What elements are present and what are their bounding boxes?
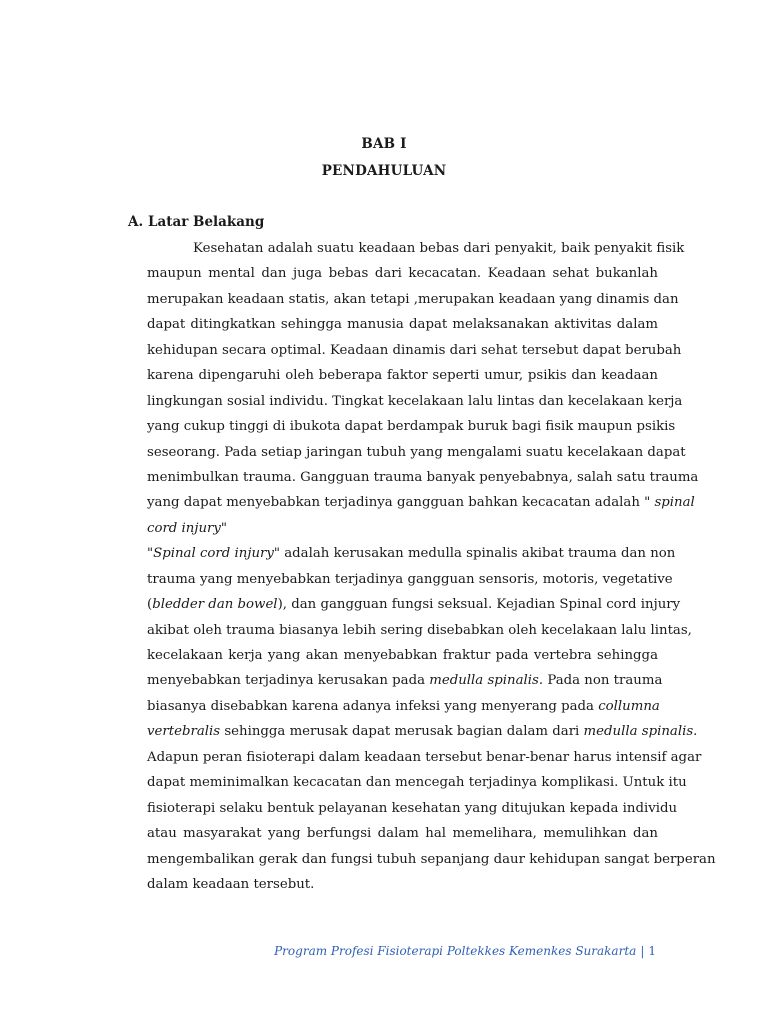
line-text: ( (147, 597, 153, 613)
line-text: sehingga merusak dapat merusak bagian dalam dari (224, 724, 580, 740)
italic-term: "Spinal cord injury" (147, 546, 280, 562)
chapter-title: PENDAHULUAN (321, 163, 447, 179)
paragraph-line: atau masyarakat yang berfungsi dalam hal memelihara, memulihkan dan (147, 826, 658, 842)
italic-term: medulla spinalis (583, 724, 694, 740)
italic-term: vertebralis (147, 724, 221, 740)
paragraph-line: dapat meminimalkan kecacatan dan mencegah terjadinya komplikasi. Untuk itu (147, 775, 687, 791)
paragraph-line: akibat oleh trauma biasanya lebih sering disebabkan oleh kecelakaan lalu lintas, (147, 622, 692, 638)
paragraph-line: mengembalikan gerak dan fungsi tubuh sepanjang daur kehidupan sangat berperan (147, 851, 716, 867)
section-title: Latar Belakang (148, 214, 265, 230)
paragraph-line: menimbulkan trauma. Gangguan trauma banyak penyebabnya, salah satu trauma (147, 469, 699, 485)
paragraph-line: kecelakaan kerja yang akan menyebabkan fraktur pada vertebra sehingga (147, 648, 658, 663)
paragraph-line: Adapun peran fisioterapi dalam keadaan tersebut benar-benar harus intensif agar (147, 749, 702, 765)
section-letter: A. (128, 214, 144, 230)
paragraph-line (147, 719, 698, 744)
italic-term: bledder dan bowel (152, 597, 278, 613)
line-text: biasanya disebabkan karena adanya infeksi yang menyerang pada (147, 698, 594, 714)
chapter-number: BAB I (361, 136, 407, 152)
line-text: ), dan gangguan fungsi seksual. Kejadian Spinal cord injury (277, 597, 681, 613)
section-heading (128, 214, 264, 230)
line-text: menyebabkan terjadinya kerusakan pada (147, 673, 426, 689)
paragraph-line: fisioterapi selaku bentuk pelayanan kesehatan yang ditujukan kepada individu (147, 800, 678, 816)
page-number: 1 (648, 944, 656, 958)
paragraph-line: seseorang. Pada setiap jaringan tubuh yang mengalami suatu kecelakaan dapat (147, 444, 686, 460)
footer-separator: | (640, 944, 645, 958)
paragraph-line: karena dipengaruhi oleh beberapa faktor seperti umur, psikis dan keadaan (147, 368, 658, 384)
paragraph-line (147, 541, 676, 566)
paragraph-line: dapat ditingkatkan sehingga manusia dapat melaksanakan aktivitas dalam (147, 317, 658, 333)
paragraph-line: merupakan keadaan statis, akan tetapi ,merupakan keadaan yang dinamis dan (147, 291, 679, 307)
paragraph-line: dalam keadaan tersebut. (147, 876, 315, 892)
italic-term: " spinal (644, 495, 695, 511)
paragraph-line (147, 694, 658, 719)
italic-term: collumna (598, 698, 660, 714)
line-text: adalah kerusakan medulla spinalis akibat trauma dan non (284, 546, 676, 562)
paragraph-line: Kesehatan adalah suatu keadaan bebas dari penyakit, baik penyakit fisik (193, 241, 685, 256)
paragraph-line: yang cukup tinggi di ibukota dapat berdampak buruk bagi fisik maupun psikis (147, 419, 676, 435)
paragraph-line: maupun mental dan juga bebas dari kecacatan. Keadaan sehat bukanlah (147, 266, 658, 282)
paragraph-line (147, 668, 663, 693)
paragraph-line (147, 490, 695, 515)
line-text: Pada non trauma (547, 673, 663, 689)
paragraph-line (147, 592, 681, 617)
body-text (147, 236, 716, 897)
italic-term: cord injury" (147, 520, 228, 536)
footer-text: Program Profesi Fisioterapi Poltekkes Kemenkes Surakarta (274, 944, 637, 958)
italic-term: medulla spinalis. (429, 673, 544, 689)
paragraph-line (147, 516, 658, 541)
paragraph-line: kehidupan secara optimal. Keadaan dinamis dari sehat tersebut dapat berubah (147, 342, 682, 358)
page-footer (274, 944, 656, 958)
line-text: . (693, 724, 698, 740)
paragraph-line: lingkungan sosial individu. Tingkat kecelakaan lalu lintas dan kecelakaan kerja (147, 393, 683, 409)
line-text: yang dapat menyebabkan terjadinya gangguan bahkan kecacatan adalah (147, 495, 640, 511)
paragraph-line: trauma yang menyebabkan terjadinya gangguan sensoris, motoris, vegetative (147, 571, 673, 587)
